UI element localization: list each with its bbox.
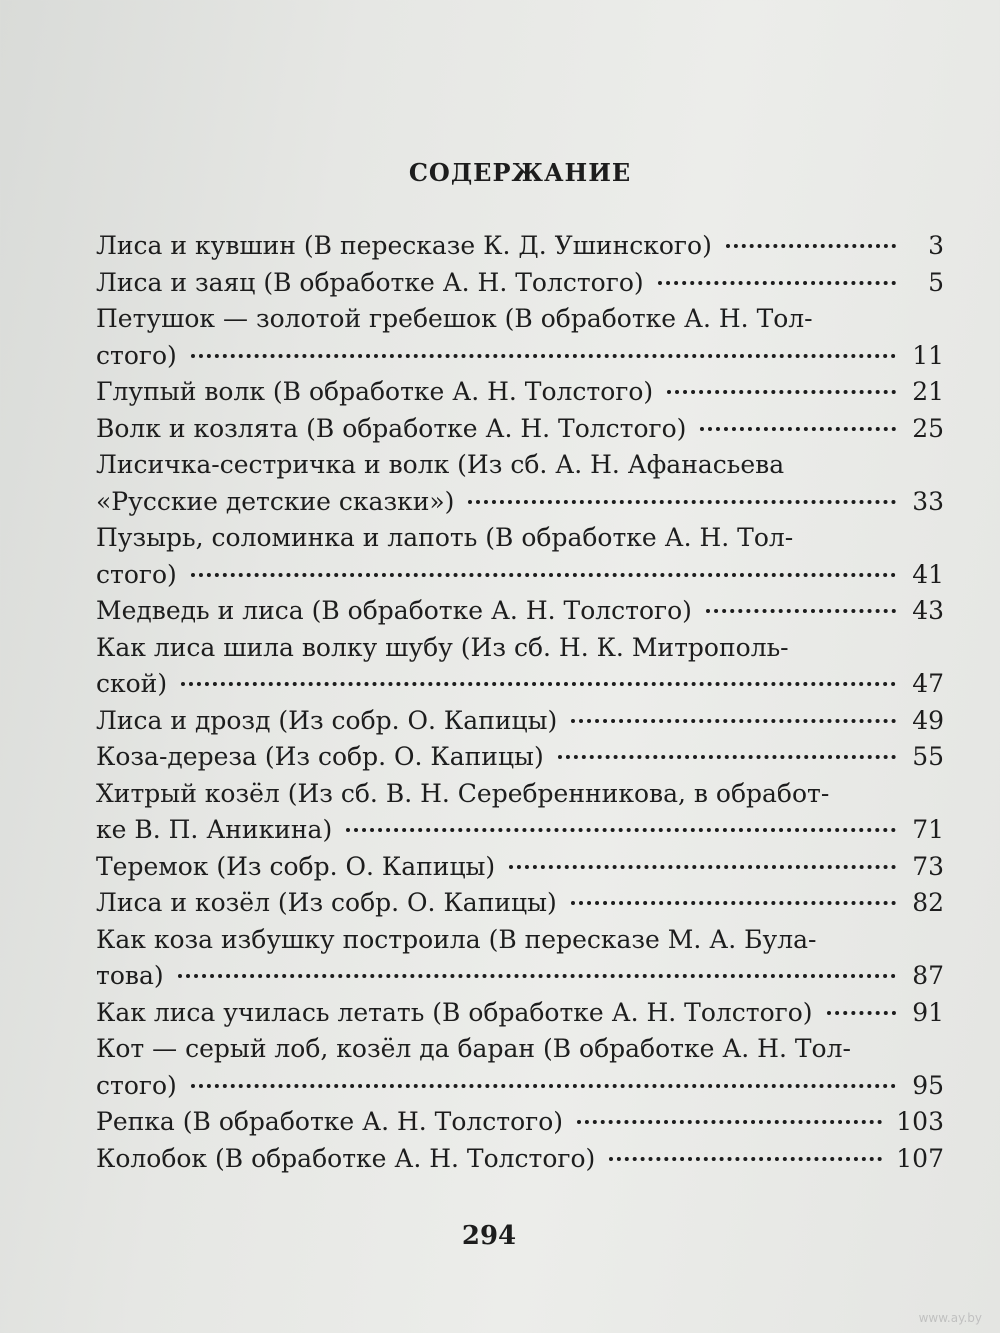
toc-entry: [96, 1031, 944, 1104]
dot-leader: [181, 682, 896, 686]
dot-leader: [558, 755, 896, 759]
toc-entry-page: 91: [912, 997, 944, 1027]
toc-entry-text: това): [96, 961, 164, 990]
toc-entry-text: ской): [96, 669, 168, 698]
toc-entry: [96, 1104, 944, 1141]
toc-entry-last-line: [96, 265, 944, 302]
toc-entry-page: 82: [912, 888, 944, 917]
toc-entry: [96, 849, 944, 886]
table-of-contents: [96, 228, 944, 1177]
toc-entry: [96, 739, 944, 776]
dot-leader: [571, 901, 896, 905]
toc-entry-last-line: [96, 228, 944, 265]
page-number: 294: [461, 1221, 517, 1251]
toc-entry-last-line: [96, 593, 944, 630]
toc-entry-last-line: [96, 1068, 944, 1105]
toc-entry-line: [96, 301, 944, 338]
toc-entry-text: Лиса и дрозд (Из собр. О. Капицы): [96, 705, 558, 735]
toc-entry: [96, 447, 944, 520]
toc-entry-page: 73: [912, 851, 944, 881]
toc-entry-page: 107: [896, 1143, 944, 1173]
toc-entry-text: стого): [96, 559, 177, 589]
toc-entry-page: 33: [912, 486, 944, 516]
toc-entry-page: 95: [912, 1070, 944, 1100]
dot-leader: [609, 1157, 882, 1161]
toc-entry: [96, 995, 944, 1032]
toc-entry-last-line: [96, 666, 944, 703]
dot-leader: [700, 427, 896, 431]
toc-entry-text: Кот — серый лоб, козёл да баран (В обработке А. Н. Тол-: [96, 1034, 851, 1063]
toc-entry-text: Как лиса шила волку шубу (Из сб. Н. К. Митрополь-: [96, 632, 789, 662]
toc-entry: [96, 228, 944, 265]
dot-leader: [191, 573, 896, 577]
toc-entry-last-line: [96, 484, 944, 521]
toc-entry-page: 103: [896, 1107, 944, 1136]
toc-entry: [96, 301, 944, 374]
toc-entry-text: стого): [96, 340, 177, 370]
toc-entry-line: [96, 520, 944, 557]
dot-leader: [571, 719, 896, 723]
toc-entry-last-line: [96, 885, 944, 922]
toc-entry-page: 25: [912, 413, 944, 443]
toc-entry-text: Петушок — золотой гребешок (В обработке А. Н. Тол-: [96, 304, 813, 333]
toc-entry: [96, 703, 944, 740]
toc-entry-text: Коза-дереза (Из собр. О. Капицы): [96, 742, 544, 771]
toc-entry: [96, 520, 944, 593]
dot-leader: [706, 609, 896, 613]
dot-leader: [178, 974, 896, 978]
toc-entry-page: 11: [912, 340, 944, 370]
dot-leader: [827, 1011, 896, 1015]
toc-entry: [96, 885, 944, 922]
dot-leader: [577, 1120, 882, 1124]
toc-entry-text: Пузырь, соломинка и лапоть (В обработке А. Н. Тол-: [96, 523, 794, 552]
toc-entry-line: [96, 1031, 944, 1068]
toc-entry-text: Лиса и заяц (В обработке А. Н. Толстого): [96, 267, 644, 297]
toc-entry-last-line: [96, 1104, 944, 1141]
toc-entry-last-line: [96, 557, 944, 594]
toc-entry: [96, 265, 944, 302]
toc-entry-text: стого): [96, 1070, 177, 1100]
toc-entry-text: Репка (В обработке А. Н. Толстого): [96, 1107, 564, 1136]
toc-entry: [96, 593, 944, 630]
toc-entry-last-line: [96, 338, 944, 375]
dot-leader: [658, 281, 896, 285]
toc-entry-last-line: [96, 411, 944, 448]
toc-entry-last-line: [96, 958, 944, 995]
toc-entry-text: Лисичка-сестричка и волк (Из сб. А. Н. Афанасьева: [96, 450, 785, 479]
toc-entry-page: 87: [912, 961, 944, 990]
toc-entry-page: 21: [912, 377, 944, 406]
toc-entry: [96, 922, 944, 995]
toc-entry-text: Как коза избушку построила (В пересказе М. А. Була-: [96, 924, 817, 954]
toc-entry-text: «Русские детские сказки»): [96, 486, 455, 516]
toc-entry: [96, 776, 944, 849]
toc-entry-last-line: [96, 739, 944, 776]
toc-entry-text: Как лиса училась летать (В обработке А. Н. Толстого): [96, 997, 813, 1027]
toc-entry-last-line: [96, 374, 944, 411]
toc-entry-last-line: [96, 812, 944, 849]
toc-entry-page: 71: [912, 815, 944, 844]
toc-entry: [96, 411, 944, 448]
toc-entry-text: Теремок (Из собр. О. Капицы): [96, 851, 496, 881]
toc-entry-text: Лиса и кувшин (В пересказе К. Д. Ушинского): [96, 231, 712, 260]
toc-entry: [96, 374, 944, 411]
toc-entry-last-line: [96, 849, 944, 886]
toc-entry-text: Волк и козлята (В обработке А. Н. Толстого): [96, 413, 687, 443]
toc-entry-text: Колобок (В обработке А. Н. Толстого): [96, 1143, 596, 1173]
toc-entry-line: [96, 630, 944, 667]
toc-entry-page: 3: [928, 231, 944, 260]
dot-leader: [509, 865, 896, 869]
dot-leader: [346, 828, 896, 832]
watermark: www.ay.by: [918, 1311, 982, 1325]
toc-entry-page: 55: [912, 742, 944, 771]
toc-entry-line: [96, 776, 944, 813]
toc-entry-text: Хитрый козёл (Из сб. В. Н. Серебренникова, в обработ-: [96, 778, 830, 808]
dot-leader: [667, 390, 896, 394]
toc-entry-page: 5: [928, 267, 944, 297]
toc-entry-last-line: [96, 995, 944, 1032]
dot-leader: [726, 244, 896, 248]
toc-entry-text: Глупый волк (В обработке А. Н. Толстого): [96, 377, 654, 406]
toc-entry-page: 47: [912, 669, 944, 698]
dot-leader: [468, 500, 896, 504]
toc-entry: [96, 1141, 944, 1178]
toc-entry: [96, 630, 944, 703]
dot-leader: [191, 1084, 896, 1088]
page-title: СОДЕРЖАНИЕ: [408, 158, 632, 187]
dot-leader: [191, 354, 896, 358]
toc-entry-last-line: [96, 703, 944, 740]
toc-entry-page: 43: [912, 596, 944, 625]
toc-entry-page: 49: [912, 705, 944, 735]
toc-entry-text: Медведь и лиса (В обработке А. Н. Толстого): [96, 596, 692, 625]
toc-entry-text: ке В. П. Аникина): [96, 815, 333, 844]
toc-entry-line: [96, 922, 944, 959]
toc-entry-last-line: [96, 1141, 944, 1178]
toc-entry-line: [96, 447, 944, 484]
toc-entry-page: 41: [912, 559, 944, 589]
toc-entry-text: Лиса и козёл (Из собр. О. Капицы): [96, 888, 557, 917]
